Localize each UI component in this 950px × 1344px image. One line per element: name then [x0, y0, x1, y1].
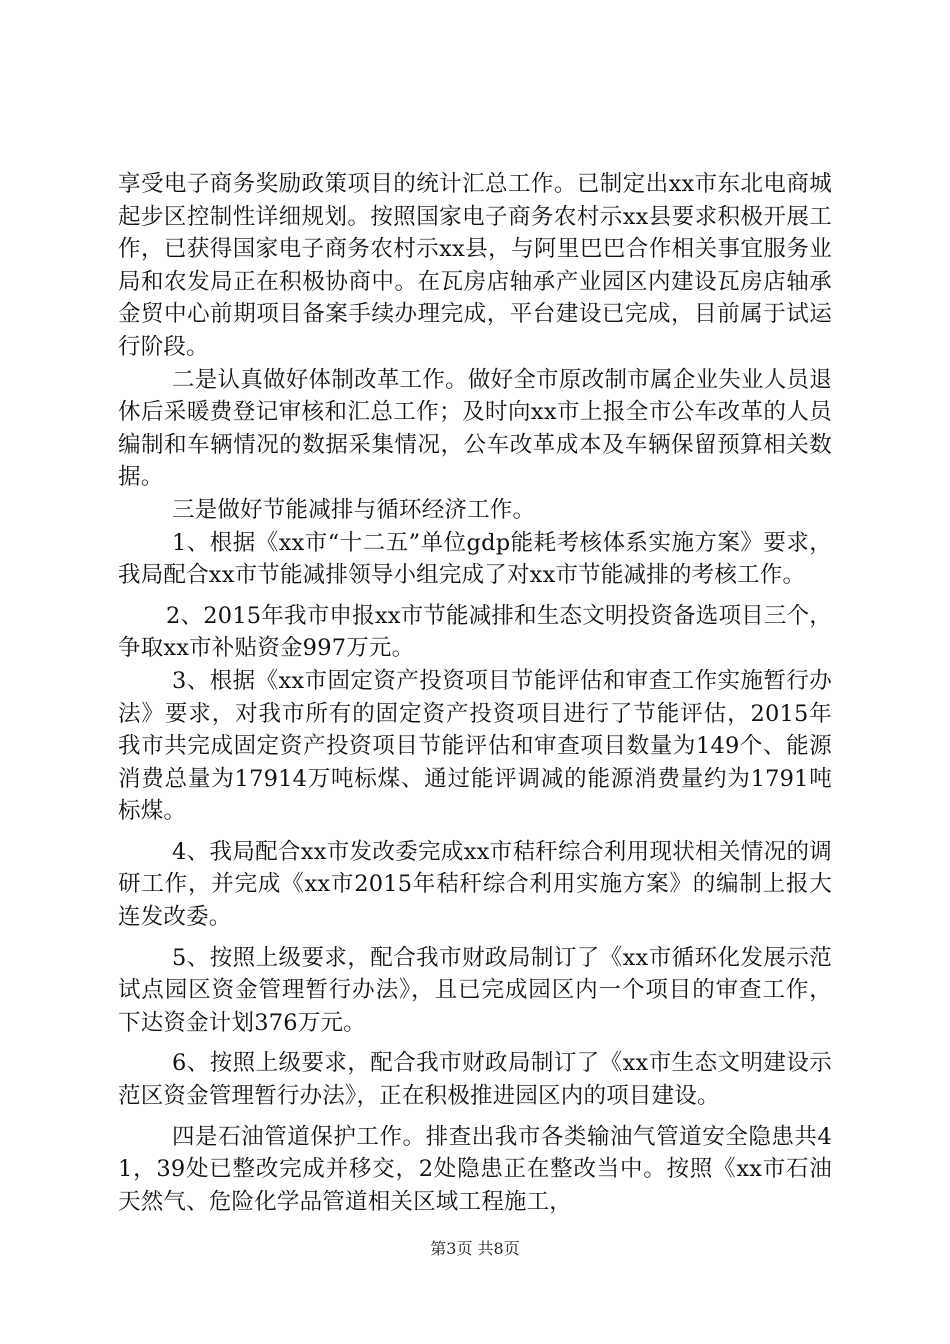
page-footer: 第3页 共8页: [430, 1239, 520, 1258]
paragraph-item-4: 4、我局配合xx市发改委完成xx市秸秆综合利用现状相关情况的调研工作，并完成《xx市2015年秸秆综合利用实施方案》的编制上报大连发改委。: [118, 838, 832, 931]
paragraph-item-1: 1、根据《xx市“十二五”单位gdp能耗考核体系实施方案》要求，我局配合xx市节能减排领导小组完成了对xx市节能减排的考核工作。: [118, 529, 832, 589]
paragraph-ecommerce: 享受电子商务奖励政策项目的统计汇总工作。已制定出xx市东北电商城起步区控制性详细规划。按照国家电子商务农村示xx县要求积极开展工作，已获得国家电子商务农村示xx县，与阿里巴巴合作相关事宜服务业局和农发局正在积极协商中。在瓦房店轴承产业园区内建设瓦房店轴承金贸中心前期项目备案手续办理完成，平台建设已完成，目前属于试运行阶段。: [118, 171, 832, 360]
paragraph-item-2: 2、2015年我市申报xx市节能减排和生态文明投资备选项目三个，争取xx市补贴资金997万元。: [118, 602, 832, 662]
paragraph-energy-saving-heading: 三是做好节能减排与循环经济工作。: [172, 496, 536, 523]
document-body: [118, 168, 832, 1218]
paragraph-pipeline-protection: 四是石油管道保护工作。排查出我市各类输油气管道安全隐患共41，39处已整改完成并移交，2处隐患正在整改当中。按照《xx市石油天然气、危险化学品管道相关区域工程施工，: [118, 1123, 832, 1215]
paragraph-system-reform: 二是认真做好体制改革工作。做好全市原改制市属企业失业人员退休后采暖费登记审核和汇总工作；及时向xx市上报全市公车改革的人员编制和车辆情况的数据采集情况，公车改革成本及车辆保留预算相关数据。: [118, 366, 832, 491]
paragraph-item-5: 5、按照上级要求，配合我市财政局制订了《xx市循环化发展示范试点园区资金管理暂行办法》，且已完成园区内一个项目的审查工作，下达资金计划376万元。: [118, 944, 832, 1036]
paragraph-item-3: 3、根据《xx市固定资产投资项目节能评估和审查工作实施暂行办法》要求，对我市所有的固定资产投资项目进行了节能评估，2015年我市共完成固定资产投资项目节能评估和审查项目数量为149个、能源消费总量为17914万吨标煤、通过能评调减的能源消费量约为1791吨标煤。: [118, 667, 832, 825]
paragraph-item-6: 6、按照上级要求，配合我市财政局制订了《xx市生态文明建设示范区资金管理暂行办法》，正在积极推进园区内的项目建设。: [118, 1050, 832, 1110]
